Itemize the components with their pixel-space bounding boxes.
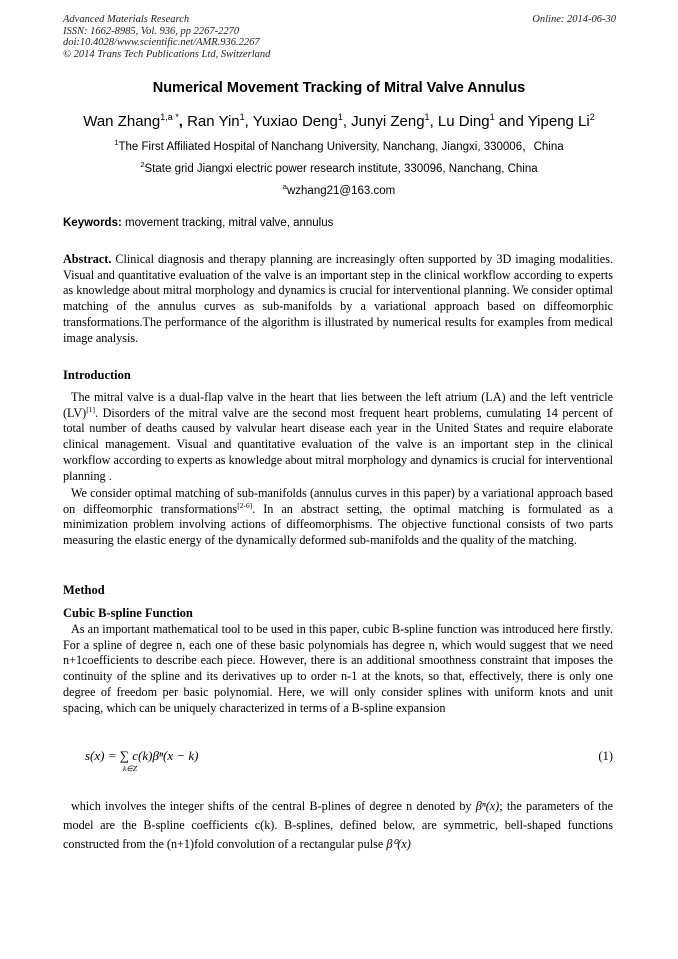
abstract-label: Abstract. [63,252,112,266]
keywords-label: Keywords: [63,217,122,229]
subsection-heading: Cubic B-spline Function [63,606,193,620]
author-name: Ran Yin [187,113,240,130]
author-name: Yipeng Li [527,113,590,130]
abstract [63,252,613,346]
method-heading: Method [63,583,105,597]
copyright-line: © 2014 Trans Tech Publications Ltd, Switzerland [63,48,271,60]
keywords [63,217,333,229]
author-sup: 2 [589,112,595,122]
equation-subscript: k∈Z [123,764,138,773]
author-name: Lu Ding [437,113,490,130]
author-sup: 1 [424,112,430,122]
keywords-text: movement tracking, mitral valve, annulus [125,217,334,229]
author-name: Wan Zhang [83,113,161,130]
doi-line: doi:10.4028/www.scientific.net/AMR.936.2267 [63,37,260,48]
author-sup: 1,a * [160,112,179,122]
inline-math-beta-n: βⁿ(x) [475,799,500,813]
citation: [2-6] [237,500,253,510]
inline-math-beta-0: β⁰(x) [386,837,411,851]
method-paragraph-2: which involves the integer shifts of the central B-plines of degree n denoted by βⁿ(x); the parameters of the model are the B-spline coefficients c(k). B-splines, defined below, are symmetric, bell-shaped functions constructed from the (n+1)fold convolution of a rectangular pulse β⁰(x) [63,799,614,851]
journal-header [63,14,616,60]
author-sup: 1 [239,112,245,122]
affiliation-2: $^2$State grid Jiangxi electric power research institute, 330096, Nanchang, China [140,160,538,175]
introduction-paragraph-1: The mitral valve is a dual-flap valve in the heart that lies between the left atrium (LA) and the left ventricle (LV)[1]. Disorders of the mitral valve are the second most frequent heart problems, cumulating 14 percent of total number of deaths caused by valvular heart disease each year in the United States and require elaborate clinical management. Visual and quantitative evaluation of the valve is an important step in the clinical workflow according to experts as knowledge about mitral morphology and dynamics is crucial for interventional planning . [63,390,613,483]
paper-title: Numerical Movement Tracking of Mitral Valve Annulus [152,80,526,96]
author-name: Junyi Zeng [351,113,425,130]
equation-number: (1) [598,749,613,763]
journal-name: Advanced Materials Research [63,14,190,25]
affiliation-1: $^1$The First Affiliated Hospital of Nanchang University, Nanchang, Jiangxi, 330006，China [114,138,564,153]
online-date: Online: 2014-06-30 [532,14,616,25]
method-paragraph-1: As an important mathematical tool to be used in this paper, cubic B-spline function was introduced here firstly. For a spline of degree n, each one of these basic polynomials has degree n, which would suggest that we need n+1coefficients to describe each piece. However, there is an additional smoothness constraint that imposes the continuity of the spline and its derivatives up to order n-1 at the knots, so that, effectively, there is only one degree of freedom per basic polynomial. Here, we will only consider splines with uniform knots and unit spacing, which can be uniquely characterized in terms of a B-spline expansion [63,622,613,715]
author-email: $^a$wzhang21@163.com [282,182,396,197]
abstract-text: Clinical diagnosis and therapy planning are increasingly often supported by 3D imaging modalities. Visual and quantitative evaluation of the valve is an important step in the clinical workflow according to experts as knowledge about mitral morphology and dynamics is crucial for interventional planning. We consider optimal matching of the annulus curves as sub-manifolds by a variational approach based on diffeomorphic transformations.The performance of the algorithm is illustrated by numerical results for examples from medical image analysis. [63,252,613,345]
introduction-paragraph-2: We consider optimal matching of sub-manifolds (annulus curves in this paper) by a variational approach based on diffeomorphic transformations[2-6]. In an abstract setting, the optimal matching is formulated as a minimization problem involving actions of diffeomorphisms. The objective functional consists of two parts measuring the elastic energy of the dynamically deformed sub-manifolds and the quality of the matching. [63,486,613,548]
citation: [1] [86,404,95,414]
author-sup: 1 [489,112,495,122]
author-sup: 1 [337,112,343,122]
author-name: Yuxiao Deng [252,113,338,130]
introduction-heading: Introduction [63,368,131,382]
equation-1 [85,748,199,773]
equation-body: s(x) = ∑ c(k)βⁿ(x − k) [85,748,199,763]
issn-line: ISSN: 1662-8985, Vol. 936, pp 2267-2270 [63,25,240,37]
author-list: Wan Zhang$^{1,a *}$, Ran Yin$^1$, Yuxiao Deng$^1$, Junyi Zeng$^1$, Lu Ding$^1$ and Yipeng Li$^2$ [83,112,595,130]
